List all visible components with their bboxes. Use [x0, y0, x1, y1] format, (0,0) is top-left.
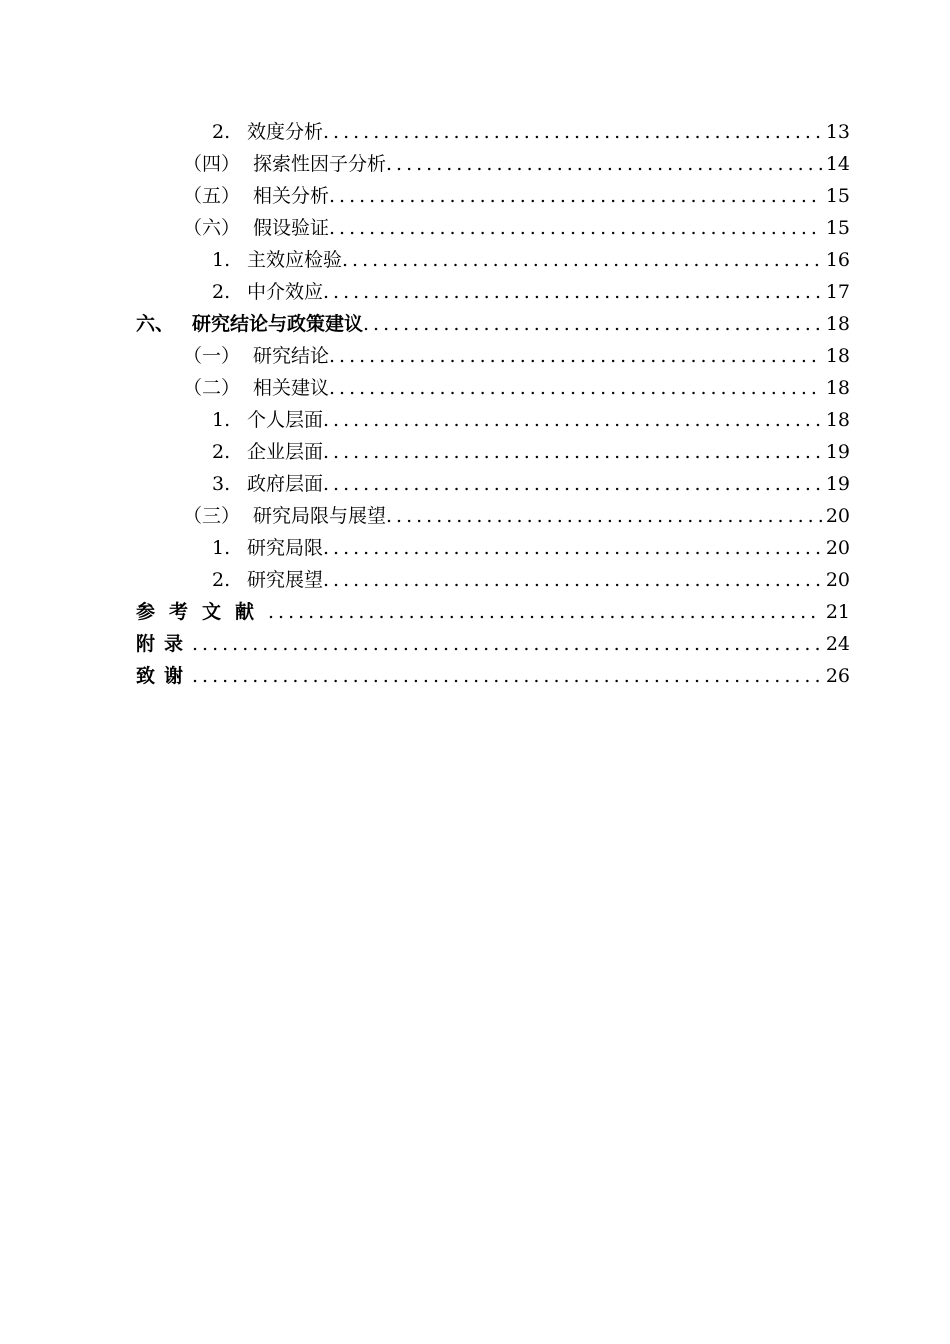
toc-entry-page: 18	[825, 409, 850, 431]
toc-entry-title: 假设验证	[253, 217, 330, 239]
toc-entry-title: 相关分析	[253, 185, 330, 207]
toc-entry-recommendations[interactable]	[0, 372, 850, 404]
dot-leader	[323, 436, 822, 468]
toc-entry-exploratory-factor-analysis[interactable]	[0, 148, 850, 180]
toc-entry-page: 19	[825, 473, 850, 495]
toc-entry-title: 致谢	[136, 665, 193, 687]
dot-leader	[342, 244, 822, 276]
dot-leader	[268, 596, 822, 628]
toc-entry-page: 26	[825, 665, 850, 687]
toc-entry-title: 效度分析	[247, 121, 324, 143]
toc-entry-research-outlook[interactable]	[0, 564, 850, 596]
toc-entry-research-limitations[interactable]	[0, 532, 850, 564]
toc-entry-page: 18	[825, 345, 850, 367]
toc-entry-number: 六、	[136, 313, 175, 335]
toc-entry-research-conclusions[interactable]	[0, 340, 850, 372]
toc-entry-appendix[interactable]	[0, 628, 850, 660]
dot-leader	[386, 500, 822, 532]
dot-leader	[323, 532, 822, 564]
dot-leader	[192, 660, 822, 692]
toc-entry-page: 21	[825, 601, 850, 623]
toc-entry-number: （四）	[183, 153, 241, 175]
toc-entry-number: 1.	[212, 249, 231, 271]
dot-leader	[323, 468, 822, 500]
toc-entry-title: 研究局限与展望	[253, 505, 387, 527]
toc-entry-conclusions-and-policy[interactable]	[0, 308, 850, 340]
toc-entry-number: 2.	[212, 281, 231, 303]
toc-entry-page: 20	[825, 569, 850, 591]
toc-entry-number: （五）	[183, 185, 241, 207]
toc-entry-page: 20	[825, 537, 850, 559]
toc-entry-mediation-effect[interactable]	[0, 276, 850, 308]
toc-entry-title: 相关建议	[253, 377, 330, 399]
toc-entry-title: 研究局限	[247, 537, 324, 559]
toc-entry-page: 14	[825, 153, 850, 175]
toc-entry-number: 2.	[212, 121, 231, 143]
toc-entry-references[interactable]	[0, 596, 850, 628]
toc-entry-page: 18	[825, 313, 850, 335]
toc-entry-page: 17	[825, 281, 850, 303]
toc-entry-page: 16	[825, 249, 850, 271]
toc-entry-page: 18	[825, 377, 850, 399]
toc-entry-number: （二）	[183, 377, 241, 399]
toc-entry-title: 政府层面	[247, 473, 324, 495]
dot-leader	[329, 340, 822, 372]
toc-entry-page: 15	[825, 217, 850, 239]
dot-leader	[323, 276, 822, 308]
toc-entry-correlation-analysis[interactable]	[0, 180, 850, 212]
toc-entry-page: 19	[825, 441, 850, 463]
dot-leader	[329, 372, 822, 404]
table-of-contents	[0, 116, 950, 692]
toc-entry-number: （六）	[183, 217, 241, 239]
toc-entry-number: 1.	[212, 537, 231, 559]
toc-entry-page: 15	[825, 185, 850, 207]
toc-entry-number: （三）	[183, 505, 241, 527]
dot-leader	[329, 180, 822, 212]
toc-entry-number: 1.	[212, 409, 231, 431]
toc-entry-validity-analysis[interactable]	[0, 116, 850, 148]
toc-entry-title: 研究结论	[253, 345, 330, 367]
toc-entry-hypothesis-testing[interactable]	[0, 212, 850, 244]
toc-entry-individual-level[interactable]	[0, 404, 850, 436]
toc-entry-title: 研究结论与政策建议	[192, 313, 364, 335]
toc-entry-title: 参考文献	[136, 601, 269, 623]
toc-entry-government-level[interactable]	[0, 468, 850, 500]
toc-entry-title: 主效应检验	[247, 249, 343, 271]
toc-entry-acknowledgements[interactable]	[0, 660, 850, 692]
toc-entry-number: 3.	[212, 473, 231, 495]
dot-leader	[192, 628, 822, 660]
toc-entry-enterprise-level[interactable]	[0, 436, 850, 468]
toc-entry-title: 研究展望	[247, 569, 324, 591]
toc-entry-main-effect-test[interactable]	[0, 244, 850, 276]
toc-entry-page: 13	[825, 121, 850, 143]
toc-entry-title: 探索性因子分析	[253, 153, 387, 175]
dot-leader	[323, 404, 822, 436]
toc-entry-title: 个人层面	[247, 409, 324, 431]
toc-entry-number: （一）	[183, 345, 241, 367]
toc-entry-number: 2.	[212, 569, 231, 591]
toc-entry-page: 20	[825, 505, 850, 527]
dot-leader	[363, 308, 822, 340]
toc-entry-number: 2.	[212, 441, 231, 463]
toc-entry-title: 企业层面	[247, 441, 324, 463]
toc-entry-limitations-and-outlook[interactable]	[0, 500, 850, 532]
toc-entry-title: 附录	[136, 633, 193, 655]
dot-leader	[323, 116, 822, 148]
toc-entry-page: 24	[825, 633, 850, 655]
dot-leader	[329, 212, 822, 244]
dot-leader	[386, 148, 822, 180]
toc-entry-title: 中介效应	[247, 281, 324, 303]
dot-leader	[323, 564, 822, 596]
